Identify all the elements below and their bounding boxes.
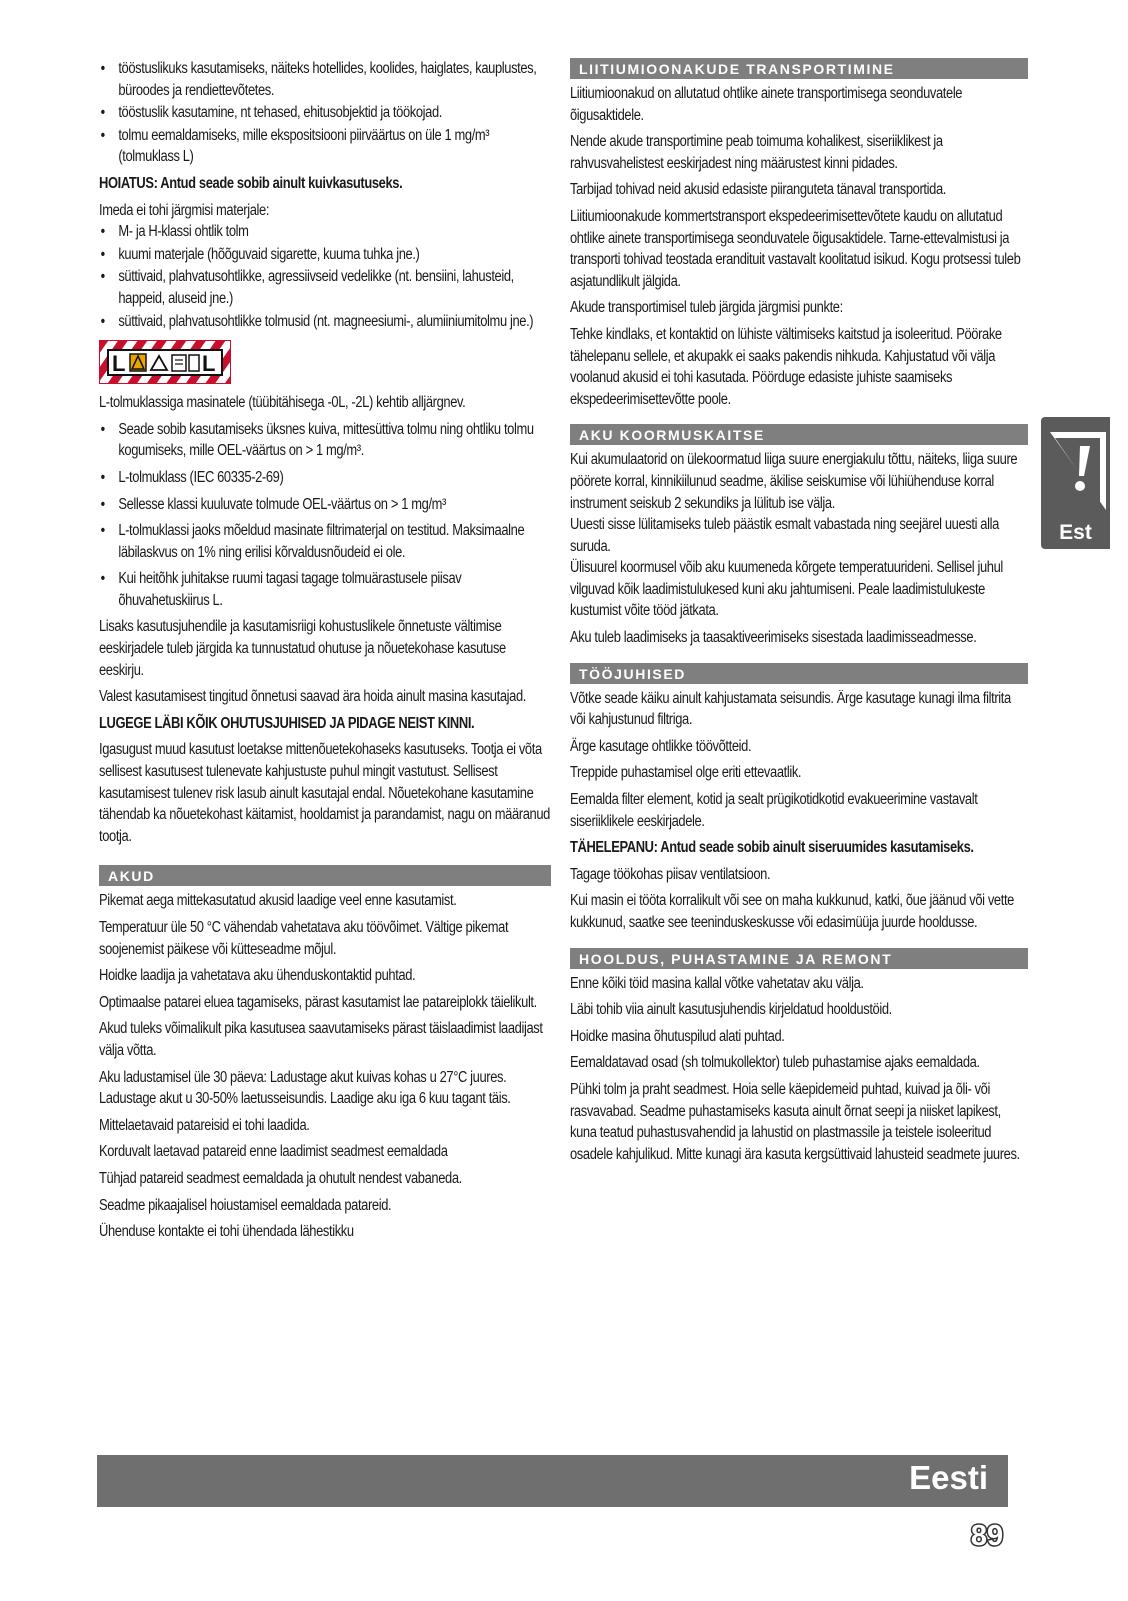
list-item: • tööstuslik kasutamine, nt tehased, ehitusobjektid ja töökojad. — [99, 102, 551, 124]
forbidden-intro: Imeda ei tohi järgmisi materjale: — [99, 201, 270, 219]
warning-triangle-icon — [1046, 424, 1110, 516]
paragraph: Akud tuleks võimalikult pika kasutusea saavutamiseks pärast täislaadimist laadijast välja võtta. — [99, 1020, 543, 1059]
section-header-overload: AKU KOORMUSKAITSE — [570, 424, 1028, 445]
l-class-intro: L-tolmuklassiga masinatele (tüübitähisega -0L, -2L) kehtib alljärgnev. — [99, 394, 466, 412]
paragraph: Eemalda filter element, kotid ja sealt prügikotidkotid evakueerimine vastavalt siseriiklikele eeskirjadele. — [570, 791, 978, 830]
list-item: • tööstuslikuks kasutamiseks, näiteks hotellides, koolides, haiglates, kauplustes, büroodes ja rendiettevõtetes. — [99, 58, 551, 101]
paragraph: Pühki tolm ja praht seadmest. Hoia selle käepidemeid puhtad, kuivad ja õli- või rasvavabad. Seadme puhastamiseks kasuta ainult õrnat seepi ja niisket lapikest, kuna teatud puhastusvahendid ja lahustid on plastmassile ja teistele isoleeritud osadele kahjulikud. Mitte kunagi ära kasuta kergsüttivaid lahusteid seadmete juures. — [570, 1080, 1020, 1163]
paragraph: Liitiumioonakude kommertstransport ekspedeerimisettevõtete kaudu on allutatud ohtlike ainete transportimisega seonduvatele õigusaktidele. Tarne-ettevalmistusi ja transporti tohivad teostada erandituit vastavalt koolitatud isikud. Kogu protsessi tuleb asjatundlikult jälgida. — [570, 207, 1021, 290]
svg-text:L: L — [112, 351, 126, 377]
page-number — [964, 1518, 1010, 1552]
paragraph: Lisaks kasutusjuhendile ja kasutamisriigi kohustuslikele õnnetuste vältimise eeskirjadele tuleb järgida ka tunnustatud ohutuse ja nõuetekohase kasutuse eeskirju. — [99, 618, 506, 679]
paragraph: Enne kõiki töid masina kallal võtke vahetatav aku välja. — [570, 974, 864, 992]
list-item: • L-tolmuklass (IEC 60335-2-69) — [99, 467, 551, 489]
list-item: • Kui heitõhk juhitakse ruumi tagasi tagage tolmuärastusele piisav õhuvahetuskiirus L. — [99, 568, 551, 611]
left-column — [99, 58, 551, 1248]
paragraph: Akude transportimisel tuleb järgida järgmisi punkte: — [570, 299, 843, 317]
footer-language: Eesti — [909, 1459, 988, 1496]
paragraph: Aku ladustamisel üle 30 päeva: Ladustage akut kuivas kohas u 27°C juures. Ladustage akut u 30-50% laetusseisundis. Laadige aku iga 6 kuu tagant täis. — [99, 1068, 511, 1108]
paragraph: Mittelaetavaid patareisid ei tohi laadida. — [99, 1116, 310, 1134]
paragraph: Hoidke masina õhutuspilud alati puhtad. — [570, 1027, 785, 1045]
svg-text:L: L — [202, 351, 216, 377]
indoor-use-warning: TÄHELEPANU: Antud seade sobib ainult siseruumides kasutamiseks. — [570, 839, 974, 857]
section-header-work: TÖÖJUHISED — [570, 663, 1028, 684]
paragraph: Temperatuur üle 50 °C vähendab vahetatava aku töövõimet. Vältige pikemat soojenemist päikese või kütteseadme mõjul. — [99, 919, 509, 958]
dry-use-warning: HOIATUS: Antud seade sobib ainult kuivkasutuseks. — [99, 174, 403, 192]
list-item: • Seade sobib kasutamiseks üksnes kuiva, mittesüttiva tolmu ning ohtliku tolmu kogumiseks, mille OEL-väärtus on > 1 mg/m³. — [99, 419, 551, 462]
paragraph: Eemaldatavad osad (sh tolmukollektor) tuleb puhastamise ajaks eemaldada. — [570, 1054, 980, 1072]
paragraph: Tühjad patareid seadmest eemaldada ja ohutult nendest vabaneda. — [99, 1169, 462, 1187]
paragraph: Tagage töökohas piisav ventilatsioon. — [570, 865, 771, 883]
paragraph: Korduvalt laetavad patareid enne laadimist seadmest eemaldada — [99, 1143, 448, 1161]
list-item: • süttivaid, plahvatusohtlikke tolmusid (nt. magneesiumi-, alumiiniumitolmu jne.) — [99, 311, 551, 333]
footer-bar — [97, 1455, 1008, 1507]
paragraph: Läbi tohib viia ainult kasutusjuhendis kirjeldatud hooldustöid. — [570, 1001, 892, 1019]
paragraph: Igasugust muud kasutust loetakse mittenõuetekohaseks kasutuseks. Tootja ei võta sellisest kasutusest tulenevate kahjustuste puhul mingit vastutust. Sellisest kasutamisest tulenev risk lasub ainult kasutajal endal. Nõuetekohane kasutamine tähendab ka nõuetekohast käitamist, hooldamist ja parandamist, nagu on määranud tootja. — [99, 741, 550, 845]
list-item: • L-tolmuklassi jaoks mõeldud masinate filtrimaterjal on testitud. Maksimaalne läbilaskvus on 1% ning erilisi kõrvaldusnõudeid ei ole. — [99, 520, 551, 563]
paragraph: Liitiumioonakud on allutatud ohtlike ainete transportimisega seonduvatele õigusaktidele. — [570, 85, 963, 124]
paragraph: Valest kasutamisest tingitud õnnetusi saavad ära hoida ainult masina kasutajad. — [99, 688, 526, 706]
paragraph: Võtke seade käiku ainult kahjustamata seisundis. Ärge kasutage kunagi ilma filtrita või kahjustunud filtriga. — [570, 689, 1011, 729]
section-header-akud: AKUD — [99, 865, 551, 886]
page-number-text: 89 — [970, 1520, 1004, 1552]
paragraph: Nende akude transportimine peab toimuma kohalikest, siseriiklikest ja rahvusvahelistest eeskirjadest ning määrustest kinni pidades. — [570, 133, 943, 172]
paragraph: Tehke kindlaks, et kontaktid on lühiste vältimiseks kaitstud ja isoleeritud. Pöörake tähelepanu sellele, et akupakk ei saaks pakendis nihkuda. Kahjustatud või välja voolanud akusid ei tohi kasutada. Pöörduge edasiste juhiste saamiseks ekspedeerimisettevõtte poole. — [570, 325, 1002, 408]
forbidden-materials-list — [99, 221, 551, 332]
dust-class-l-label-icon — [99, 340, 231, 384]
paragraph: Treppide puhastamisel olge eriti ettevaatlik. — [570, 764, 802, 782]
list-item: • Sellesse klassi kuuluvate tolmude OEL-väärtus on > 1 mg/m³ — [99, 494, 551, 516]
paragraph: Kui masin ei tööta korralikult või see on maha kukkunud, katki, õue jäänud või vette kukkunud, saatke see teeninduskeskusse või edasimüüja juurde hooldusse. — [570, 892, 1014, 931]
use-cases-list — [99, 58, 551, 168]
paragraph: Optimaalse patarei eluea tagamiseks, pärast kasutamist lae patareiplokk täielikult. — [99, 993, 537, 1011]
paragraph: Hoidke laadija ja vahetatava aku ühenduskontaktid puhtad. — [99, 967, 416, 985]
paragraph: Pikemat aega mittekasutatud akusid laadige veel enne kasutamist. — [99, 892, 457, 910]
read-instructions-heading: LUGEGE LÄBI KÕIK OHUTUSJUHISED JA PIDAGE NEIST KINNI. — [99, 714, 475, 732]
list-item: • kuumi materjale (hõõguvaid sigarette, kuuma tuhka jne.) — [99, 244, 551, 266]
list-item: • M- ja H-klassi ohtlik tolm — [99, 221, 551, 243]
paragraph: Kui akumulaatorid on ülekoormatud liiga suure energiakulu tõttu, näiteks, liiga suure pöörete korral, kinnikiilunud seadme, äkilise seiskumise või lühiühenduse korral instrument seiskub 2 sekundiks ja lülitub ise välja. Uuesti sisse lülitamiseks tuleb päästik esmalt vabastada ning seejärel uuesti alla suruda. Ülisuurel koormusel võib aku kuumeneda kõrgete temperatuurideni. Sellisel juhul vilguvad kõik laadimistulukesed kuni aku jahtumiseni. Peale laadimistulukeste kustumist võite tööd jätkata. — [570, 451, 1018, 620]
section-header-maintenance: HOOLDUS, PUHASTAMINE JA REMONT — [570, 948, 1028, 969]
paragraph: Seadme pikaajalisel hoiustamisel eemaldada patareid. — [99, 1196, 392, 1214]
paragraph: Aku tuleb laadimiseks ja taasaktiveerimiseks sisestada laadimisseadmesse. — [570, 629, 977, 647]
list-item: • süttivaid, plahvatusohtlikke, agressiivseid vedelikke (nt. bensiini, lahusteid, happeid, aluseid jne.) — [99, 266, 551, 309]
tab-label: Est — [1059, 521, 1092, 544]
paragraph: Ühenduse kontakte ei tohi ühendada lähestikku — [99, 1223, 354, 1241]
paragraph: Tarbijad tohivad neid akusid edasiste piiranguteta tänaval transportida. — [570, 181, 946, 199]
paragraph: Ärge kasutage ohtlikke töövõtteid. — [570, 737, 752, 755]
list-item: • tolmu eemaldamiseks, mille ekspositsiooni piirväärtus on üle 1 mg/m³ (tolmuklass L) — [99, 125, 551, 168]
right-column — [570, 58, 1028, 1170]
l-class-list — [99, 419, 551, 612]
section-header-transport: LIITIUMIOONAKUDE TRANSPORTIMINE — [570, 58, 1028, 79]
